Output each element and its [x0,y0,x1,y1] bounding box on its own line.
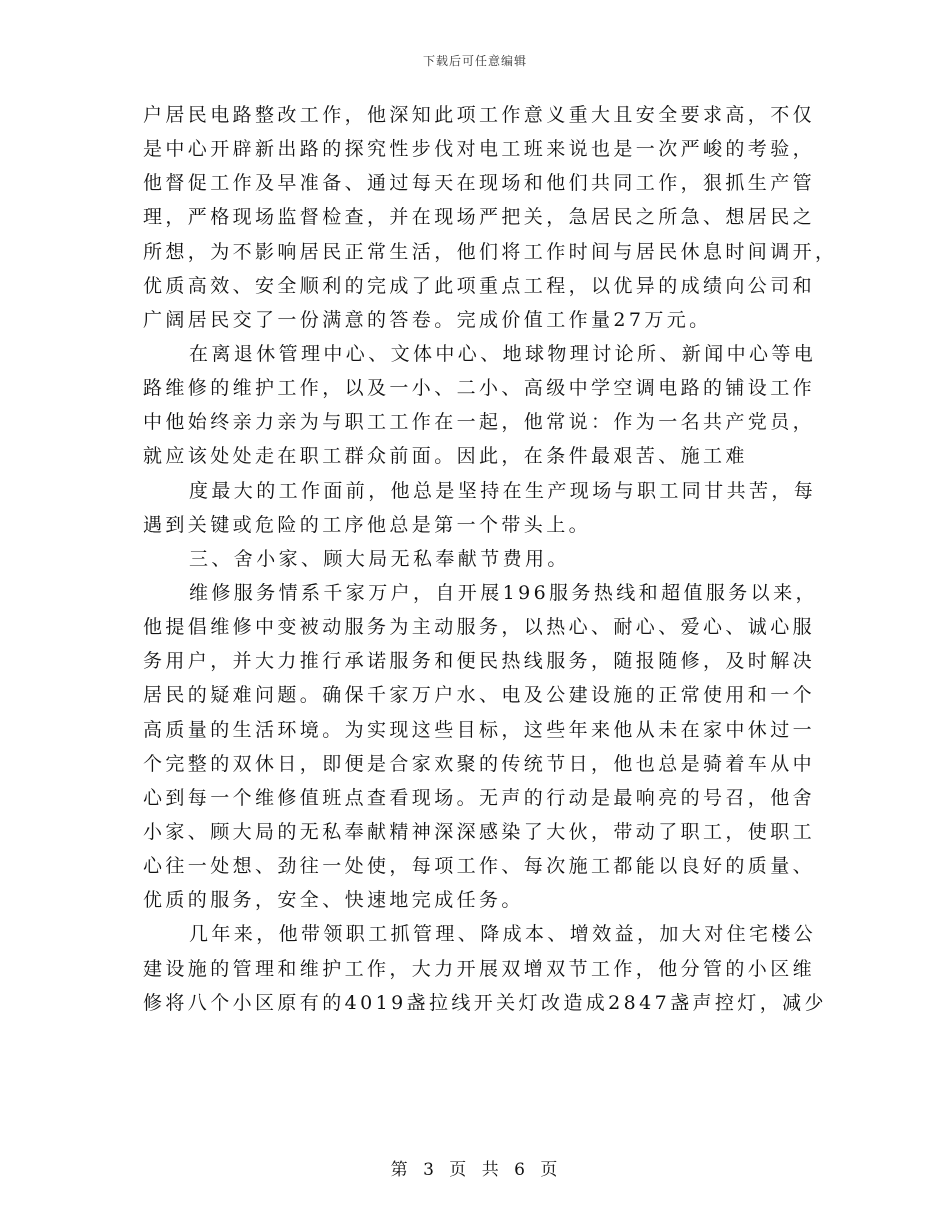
section-heading: 三、舍小家、顾大局无私奉献节费用。 [189,547,570,570]
text-line: 所想，为不影响居民正常生活，他们将工作时间与居民休息时间调开， [143,240,838,263]
text-line: 中他始终亲力亲为与职工工作在一起，他常说：作为一名共产党员， [143,411,816,434]
paragraph-start-line: 维修服务情系千家万户，自开展196服务热线和超值服务以来， [189,581,818,604]
text-line: 路维修的维护工作，以及一小、二小、高级中学空调电路的铺设工作 [143,377,816,400]
text-line: 心往一处想、劲往一处使，每项工作、每次施工都能以良好的质量、 [143,855,816,878]
text-line: 个完整的双休日，即便是合家欢聚的传统节日，他也总是骑着车从中 [143,752,816,775]
paragraph-start-line: 度最大的工作面前，他总是坚持在生产现场与职工同甘共苦，每 [189,479,817,502]
text-line: 优质的服务，安全、快速地完成任务。 [143,889,524,912]
text-line: 遇到关键或危险的工序他总是第一个带头上。 [143,513,592,536]
text-line: 户居民电路整改工作，他深知此项工作意义重大且安全要求高，不仅 [143,104,816,126]
text-line: 优质高效、安全顺利的完成了此项重点工程，以优异的成绩向公司和 [143,274,816,297]
text-line: 是中心开辟新出路的探究性步伐对电工班来说也是一次严峻的考验， [143,138,816,161]
text-line: 他督促工作及早准备、通过每天在现场和他们共同工作，狠抓生产管 [143,172,816,195]
document-body [143,100,838,1022]
paragraph-start-line: 在离退休管理中心、文体中心、地球物理讨论所、新闻中心等电 [189,342,817,365]
text-line: 建设施的管理和维护工作，大力开展双增双节工作，他分管的小区维 [143,957,816,980]
text-line: 广阔居民交了一份满意的答卷。完成价值工作量27万元。 [143,308,712,331]
text-line: 高质量的生活环境。为实现这些目标，这些年来他从未在家中休过一 [143,718,816,741]
text-line: 就应该处处走在职工群众前面。因此，在条件最艰苦、施工难 [143,445,748,468]
text-line: 修将八个小区原有的4019盏拉线开关灯改造成2847盏声控灯，减少 [143,991,827,1014]
page-header: 下载后可任意编辑 [422,54,527,68]
paragraph-start-line: 几年来，他带领职工抓管理、降成本、增效益，加大对住宅楼公 [189,923,817,946]
text-line: 理，严格现场监督检查，并在现场严把关，急居民之所急、想居民之 [143,206,816,229]
text-line: 他提倡维修中变被动服务为主动服务，以热心、耐心、爱心、诚心服 [143,616,816,639]
text-line: 小家、顾大局的无私奉献精神深深感染了大伙，带动了职工，使职工 [143,820,816,843]
text-line: 心到每一个维修值班点查看现场。无声的行动是最响亮的号召，他舍 [143,786,816,809]
text-line: 务用户，并大力推行承诺服务和便民热线服务，随报随修，及时解决 [143,650,816,673]
page-footer: 第 3 页 共 6 页 [390,1160,560,1180]
text-line: 居民的疑难问题。确保千家万户水、电及公建设施的正常使用和一个 [143,684,816,707]
